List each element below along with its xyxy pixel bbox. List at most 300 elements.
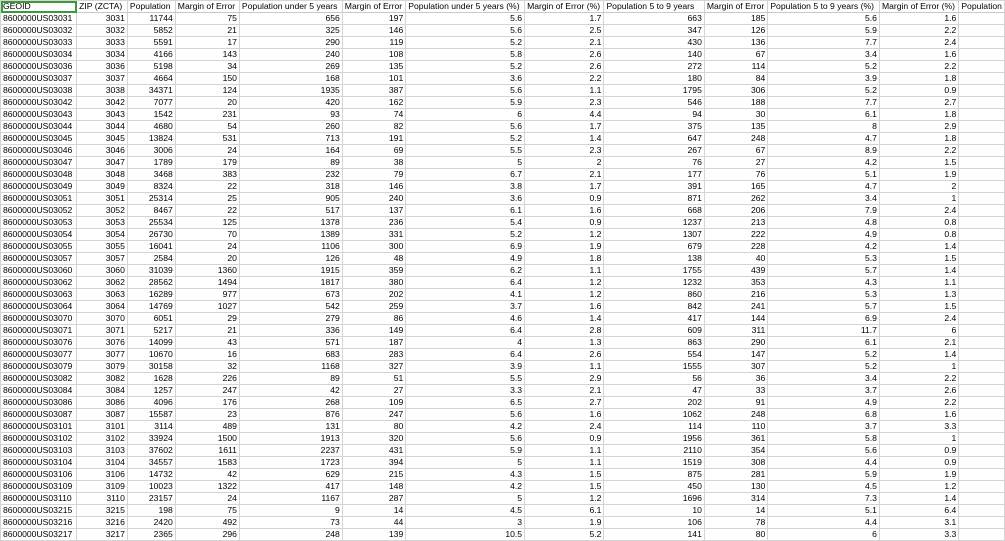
table-cell[interactable]: 5.2 <box>406 229 525 241</box>
table-cell[interactable]: 5.9 <box>768 469 880 481</box>
table-cell[interactable]: 320 <box>342 433 405 445</box>
table-cell[interactable]: 8600000US03043 <box>1 109 77 121</box>
table-cell[interactable]: 5217 <box>127 325 175 337</box>
table-cell[interactable]: 241 <box>704 301 767 313</box>
table-cell[interactable]: 248 <box>704 133 767 145</box>
table-cell[interactable]: 8600000US03032 <box>1 25 77 37</box>
table-cell-empty[interactable] <box>959 445 1005 457</box>
table-cell[interactable]: 14732 <box>127 469 175 481</box>
table-cell[interactable]: 3064 <box>77 301 128 313</box>
table-cell[interactable]: 3084 <box>77 385 128 397</box>
table-cell[interactable]: 6 <box>879 325 958 337</box>
table-cell[interactable]: 162 <box>342 97 405 109</box>
table-cell[interactable]: 383 <box>175 169 239 181</box>
table-cell[interactable]: 5.3 <box>768 289 880 301</box>
table-cell[interactable]: 10 <box>604 505 704 517</box>
table-cell[interactable]: 10.5 <box>406 529 525 541</box>
table-cell[interactable]: 76 <box>704 169 767 181</box>
table-cell[interactable]: 51 <box>342 373 405 385</box>
table-cell[interactable]: 198 <box>127 505 175 517</box>
table-cell[interactable]: 3.1 <box>879 517 958 529</box>
table-cell[interactable]: 5.5 <box>406 373 525 385</box>
table-cell[interactable]: 492 <box>175 517 239 529</box>
table-cell[interactable]: 1.2 <box>525 289 604 301</box>
table-cell[interactable]: 439 <box>704 265 767 277</box>
table-cell[interactable]: 3062 <box>77 277 128 289</box>
table-cell[interactable]: 5.7 <box>768 265 880 277</box>
table-cell[interactable]: 1167 <box>239 493 342 505</box>
table-cell[interactable]: 327 <box>342 361 405 373</box>
table-cell-empty[interactable] <box>959 37 1005 49</box>
table-cell[interactable]: 84 <box>704 73 767 85</box>
table-cell[interactable]: 260 <box>239 121 342 133</box>
table-cell[interactable]: 3216 <box>77 517 128 529</box>
table-cell[interactable]: 1.1 <box>879 277 958 289</box>
table-cell[interactable]: 8600000US03052 <box>1 205 77 217</box>
table-cell[interactable]: 240 <box>342 193 405 205</box>
table-cell[interactable]: 1795 <box>604 85 704 97</box>
table-cell[interactable]: 34557 <box>127 457 175 469</box>
table-cell[interactable]: 149 <box>342 325 405 337</box>
table-cell[interactable]: 3.3 <box>879 529 958 541</box>
table-cell[interactable]: 20 <box>175 97 239 109</box>
table-cell[interactable]: 417 <box>604 313 704 325</box>
table-cell[interactable]: 8600000US03087 <box>1 409 77 421</box>
table-cell[interactable]: 1106 <box>239 241 342 253</box>
table-cell[interactable]: 1.5 <box>879 301 958 313</box>
table-cell[interactable]: 31039 <box>127 265 175 277</box>
table-cell[interactable]: 668 <box>604 205 704 217</box>
table-cell[interactable]: 420 <box>239 97 342 109</box>
table-cell[interactable]: 8600000US03101 <box>1 421 77 433</box>
table-cell[interactable]: 5.2 <box>768 361 880 373</box>
table-cell[interactable]: 3033 <box>77 37 128 49</box>
table-cell[interactable]: 2.7 <box>525 397 604 409</box>
table-cell[interactable]: 42 <box>175 469 239 481</box>
table-cell[interactable]: 554 <box>604 349 704 361</box>
table-cell[interactable]: 16 <box>175 349 239 361</box>
table-cell[interactable]: 8600000US03064 <box>1 301 77 313</box>
table-cell[interactable]: 272 <box>604 61 704 73</box>
table-cell[interactable]: 1555 <box>604 361 704 373</box>
table-cell[interactable]: 56 <box>604 373 704 385</box>
table-cell[interactable]: 307 <box>704 361 767 373</box>
table-cell[interactable]: 871 <box>604 193 704 205</box>
table-cell[interactable]: 177 <box>604 169 704 181</box>
table-cell[interactable]: 28562 <box>127 277 175 289</box>
table-cell[interactable]: 70 <box>175 229 239 241</box>
table-cell[interactable]: 4.3 <box>406 469 525 481</box>
table-cell[interactable]: 1.3 <box>525 337 604 349</box>
table-cell[interactable]: 713 <box>239 133 342 145</box>
table-cell[interactable]: 1956 <box>604 433 704 445</box>
table-cell[interactable]: 6.1 <box>406 205 525 217</box>
table-cell[interactable]: 2.7 <box>879 97 958 109</box>
table-cell[interactable]: 3036 <box>77 61 128 73</box>
table-cell[interactable]: 26730 <box>127 229 175 241</box>
header-cell-margin-of-error-under-5[interactable]: Margin of Error <box>342 1 405 13</box>
table-cell[interactable]: 185 <box>704 13 767 25</box>
table-cell[interactable]: 3038 <box>77 85 128 97</box>
table-cell-empty[interactable] <box>959 505 1005 517</box>
table-cell[interactable]: 16289 <box>127 289 175 301</box>
table-cell[interactable]: 2.6 <box>525 61 604 73</box>
table-cell[interactable]: 354 <box>704 445 767 457</box>
table-cell[interactable]: 180 <box>604 73 704 85</box>
table-cell[interactable]: 4166 <box>127 49 175 61</box>
table-cell[interactable]: 1.6 <box>525 409 604 421</box>
table-cell-empty[interactable] <box>959 397 1005 409</box>
table-cell[interactable]: 3 <box>406 517 525 529</box>
table-cell[interactable]: 24 <box>175 493 239 505</box>
table-cell[interactable]: 5.1 <box>768 169 880 181</box>
table-cell-empty[interactable] <box>959 133 1005 145</box>
table-cell[interactable]: 34371 <box>127 85 175 97</box>
table-cell[interactable]: 108 <box>342 49 405 61</box>
table-cell[interactable]: 3.3 <box>406 385 525 397</box>
table-cell[interactable]: 8600000US03055 <box>1 241 77 253</box>
table-cell[interactable]: 1 <box>879 433 958 445</box>
table-cell[interactable]: 314 <box>704 493 767 505</box>
table-cell[interactable]: 33 <box>704 385 767 397</box>
table-cell[interactable]: 2420 <box>127 517 175 529</box>
table-cell[interactable]: 0.9 <box>525 193 604 205</box>
table-cell[interactable]: 290 <box>239 37 342 49</box>
table-cell[interactable]: 1.4 <box>879 493 958 505</box>
table-cell[interactable]: 4.9 <box>406 253 525 265</box>
table-cell[interactable]: 683 <box>239 349 342 361</box>
table-cell[interactable]: 1.6 <box>879 13 958 25</box>
table-cell-empty[interactable] <box>959 301 1005 313</box>
table-cell[interactable]: 8600000US03053 <box>1 217 77 229</box>
table-cell[interactable]: 1.9 <box>879 169 958 181</box>
table-cell[interactable]: 8600000US03106 <box>1 469 77 481</box>
table-cell[interactable]: 1360 <box>175 265 239 277</box>
table-cell[interactable]: 5.9 <box>406 97 525 109</box>
table-cell[interactable]: 359 <box>342 265 405 277</box>
table-cell-empty[interactable] <box>959 313 1005 325</box>
table-cell[interactable]: 1.1 <box>525 85 604 97</box>
table-cell[interactable]: 206 <box>704 205 767 217</box>
table-cell[interactable]: 5.6 <box>406 85 525 97</box>
table-cell[interactable]: 3055 <box>77 241 128 253</box>
table-cell[interactable]: 287 <box>342 493 405 505</box>
table-cell[interactable]: 179 <box>175 157 239 169</box>
table-cell-empty[interactable] <box>959 241 1005 253</box>
table-cell[interactable]: 609 <box>604 325 704 337</box>
table-cell[interactable]: 228 <box>704 241 767 253</box>
table-cell[interactable]: 353 <box>704 277 767 289</box>
table-cell[interactable]: 32 <box>175 361 239 373</box>
table-cell[interactable]: 380 <box>342 277 405 289</box>
table-cell[interactable]: 3034 <box>77 49 128 61</box>
table-cell[interactable]: 1.2 <box>525 277 604 289</box>
table-cell[interactable]: 47 <box>604 385 704 397</box>
table-cell[interactable]: 176 <box>175 397 239 409</box>
table-cell[interactable]: 0.9 <box>879 85 958 97</box>
table-cell[interactable]: 7.7 <box>768 97 880 109</box>
table-cell[interactable]: 318 <box>239 181 342 193</box>
table-cell[interactable]: 82 <box>342 121 405 133</box>
table-cell[interactable]: 2.8 <box>525 325 604 337</box>
table-cell[interactable]: 2.2 <box>879 61 958 73</box>
table-cell[interactable]: 8600000US03079 <box>1 361 77 373</box>
table-cell[interactable]: 875 <box>604 469 704 481</box>
table-cell[interactable]: 3215 <box>77 505 128 517</box>
header-cell-population-5-to-9[interactable]: Population 5 to 9 years <box>604 1 704 13</box>
table-cell[interactable]: 8600000US03038 <box>1 85 77 97</box>
table-cell[interactable]: 8600000US03103 <box>1 445 77 457</box>
table-cell[interactable]: 114 <box>704 61 767 73</box>
table-cell[interactable]: 67 <box>704 49 767 61</box>
table-cell[interactable]: 6.4 <box>406 277 525 289</box>
table-cell[interactable]: 8600000US03047 <box>1 157 77 169</box>
table-cell[interactable]: 8600000US03084 <box>1 385 77 397</box>
header-cell-population-5-to-9-pct[interactable]: Population 5 to 9 years (%) <box>768 1 880 13</box>
table-cell[interactable]: 1.4 <box>525 313 604 325</box>
table-cell[interactable]: 110 <box>704 421 767 433</box>
table-cell[interactable]: 1628 <box>127 373 175 385</box>
table-cell[interactable]: 1.6 <box>879 49 958 61</box>
header-cell-margin-of-error-under-5-pct[interactable]: Margin of Error (%) <box>525 1 604 13</box>
table-cell[interactable]: 8600000US03215 <box>1 505 77 517</box>
table-cell[interactable]: 67 <box>704 145 767 157</box>
table-cell[interactable]: 656 <box>239 13 342 25</box>
table-cell[interactable]: 1.8 <box>879 73 958 85</box>
table-cell[interactable]: 1.1 <box>525 457 604 469</box>
table-cell[interactable]: 226 <box>175 373 239 385</box>
table-cell[interactable]: 79 <box>342 169 405 181</box>
table-cell[interactable]: 279 <box>239 313 342 325</box>
table-cell[interactable]: 4.3 <box>768 277 880 289</box>
table-cell[interactable]: 33924 <box>127 433 175 445</box>
table-cell[interactable]: 4.2 <box>768 157 880 169</box>
table-cell[interactable]: 8.9 <box>768 145 880 157</box>
table-cell[interactable]: 391 <box>604 181 704 193</box>
table-cell[interactable]: 1.9 <box>525 241 604 253</box>
table-cell[interactable]: 531 <box>175 133 239 145</box>
table-cell[interactable]: 5.1 <box>768 505 880 517</box>
table-cell[interactable]: 5.6 <box>406 121 525 133</box>
table-cell[interactable]: 3048 <box>77 169 128 181</box>
table-cell[interactable]: 1232 <box>604 277 704 289</box>
table-cell[interactable]: 1.9 <box>879 469 958 481</box>
header-cell-margin-of-error-5-to-9[interactable]: Margin of Error <box>704 1 767 13</box>
table-cell[interactable]: 4.4 <box>525 109 604 121</box>
header-cell-population[interactable]: Population <box>127 1 175 13</box>
table-cell[interactable]: 2.4 <box>879 37 958 49</box>
table-cell[interactable]: 143 <box>175 49 239 61</box>
table-cell[interactable]: 679 <box>604 241 704 253</box>
table-cell[interactable]: 2.2 <box>525 73 604 85</box>
table-cell[interactable]: 3.9 <box>406 361 525 373</box>
table-cell[interactable]: 131 <box>239 421 342 433</box>
table-cell[interactable]: 663 <box>604 13 704 25</box>
table-cell[interactable]: 20 <box>175 253 239 265</box>
table-cell[interactable]: 262 <box>704 193 767 205</box>
table-cell[interactable]: 231 <box>175 109 239 121</box>
table-cell[interactable]: 2.1 <box>525 169 604 181</box>
table-cell[interactable]: 25 <box>175 193 239 205</box>
table-cell[interactable]: 1817 <box>239 277 342 289</box>
table-cell[interactable]: 3110 <box>77 493 128 505</box>
table-cell[interactable]: 21 <box>175 325 239 337</box>
table-cell-empty[interactable] <box>959 481 1005 493</box>
table-cell[interactable]: 1322 <box>175 481 239 493</box>
table-cell-empty[interactable] <box>959 517 1005 529</box>
table-cell-empty[interactable] <box>959 229 1005 241</box>
table-cell[interactable]: 6.9 <box>406 241 525 253</box>
table-cell[interactable]: 6 <box>406 109 525 121</box>
table-cell[interactable]: 139 <box>342 529 405 541</box>
table-cell[interactable]: 1.8 <box>525 253 604 265</box>
table-cell[interactable]: 216 <box>704 289 767 301</box>
table-cell[interactable]: 673 <box>239 289 342 301</box>
table-cell-empty[interactable] <box>959 85 1005 97</box>
table-cell-empty[interactable] <box>959 25 1005 37</box>
header-cell-margin-of-error-5-to-9-pct[interactable]: Margin of Error (%) <box>879 1 958 13</box>
table-cell[interactable]: 25314 <box>127 193 175 205</box>
table-cell[interactable]: 1168 <box>239 361 342 373</box>
table-cell[interactable]: 2.6 <box>879 385 958 397</box>
table-cell[interactable]: 15587 <box>127 409 175 421</box>
table-cell[interactable]: 4.9 <box>768 397 880 409</box>
table-cell[interactable]: 8600000US03049 <box>1 181 77 193</box>
table-cell[interactable]: 3.6 <box>406 193 525 205</box>
table-cell[interactable]: 629 <box>239 469 342 481</box>
table-cell[interactable]: 0.9 <box>879 445 958 457</box>
table-cell[interactable]: 8600000US03082 <box>1 373 77 385</box>
table-cell[interactable]: 5.2 <box>768 349 880 361</box>
table-cell[interactable]: 126 <box>704 25 767 37</box>
table-cell[interactable]: 80 <box>342 421 405 433</box>
table-cell[interactable]: 6.2 <box>406 265 525 277</box>
table-cell[interactable]: 1.6 <box>525 205 604 217</box>
table-cell-empty[interactable] <box>959 493 1005 505</box>
table-cell[interactable]: 5.8 <box>768 433 880 445</box>
table-cell[interactable]: 6 <box>768 529 880 541</box>
table-cell[interactable]: 283 <box>342 349 405 361</box>
table-cell[interactable]: 8600000US03104 <box>1 457 77 469</box>
table-cell[interactable]: 191 <box>342 133 405 145</box>
table-cell[interactable]: 3047 <box>77 157 128 169</box>
table-cell[interactable]: 5.9 <box>406 445 525 457</box>
table-cell[interactable]: 1.4 <box>525 133 604 145</box>
header-cell-population-under-5[interactable]: Population under 5 years <box>239 1 342 13</box>
header-cell-margin-of-error[interactable]: Margin of Error <box>175 1 239 13</box>
table-cell[interactable]: 6.1 <box>525 505 604 517</box>
table-cell[interactable]: 74 <box>342 109 405 121</box>
header-cell-population-under-5-pct[interactable]: Population under 5 years (%) <box>406 1 525 13</box>
table-cell[interactable]: 2.9 <box>879 121 958 133</box>
table-cell[interactable]: 1500 <box>175 433 239 445</box>
table-cell[interactable]: 93 <box>239 109 342 121</box>
table-cell[interactable]: 417 <box>239 481 342 493</box>
table-cell[interactable]: 144 <box>704 313 767 325</box>
table-cell[interactable]: 268 <box>239 397 342 409</box>
table-cell[interactable]: 8600000US03051 <box>1 193 77 205</box>
table-cell[interactable]: 2.3 <box>525 97 604 109</box>
table-cell[interactable]: 2.6 <box>525 349 604 361</box>
table-cell[interactable]: 150 <box>175 73 239 85</box>
table-cell[interactable]: 4.1 <box>406 289 525 301</box>
table-cell[interactable]: 3079 <box>77 361 128 373</box>
table-cell[interactable]: 8600000US03060 <box>1 265 77 277</box>
table-cell[interactable]: 3053 <box>77 217 128 229</box>
table-cell[interactable]: 331 <box>342 229 405 241</box>
table-cell[interactable]: 3.4 <box>768 373 880 385</box>
table-cell[interactable]: 188 <box>704 97 767 109</box>
table-cell-empty[interactable] <box>959 325 1005 337</box>
table-cell[interactable]: 4.7 <box>768 181 880 193</box>
table-cell[interactable]: 1378 <box>239 217 342 229</box>
table-cell[interactable]: 27 <box>342 385 405 397</box>
table-cell-empty[interactable] <box>959 469 1005 481</box>
table-cell[interactable]: 5.2 <box>406 61 525 73</box>
table-cell[interactable]: 8324 <box>127 181 175 193</box>
table-cell-empty[interactable] <box>959 265 1005 277</box>
table-cell[interactable]: 3109 <box>77 481 128 493</box>
table-cell[interactable]: 197 <box>342 13 405 25</box>
table-cell[interactable]: 1.5 <box>879 157 958 169</box>
table-cell[interactable]: 147 <box>704 349 767 361</box>
table-cell[interactable]: 3104 <box>77 457 128 469</box>
table-cell[interactable]: 361 <box>704 433 767 445</box>
table-cell[interactable]: 311 <box>704 325 767 337</box>
table-cell[interactable]: 876 <box>239 409 342 421</box>
table-cell[interactable]: 4664 <box>127 73 175 85</box>
table-cell[interactable]: 232 <box>239 169 342 181</box>
table-cell[interactable]: 202 <box>604 397 704 409</box>
table-cell[interactable]: 119 <box>342 37 405 49</box>
table-cell[interactable]: 138 <box>604 253 704 265</box>
table-cell[interactable]: 8600000US03037 <box>1 73 77 85</box>
table-cell[interactable]: 8600000US03102 <box>1 433 77 445</box>
table-cell-empty[interactable] <box>959 385 1005 397</box>
table-cell[interactable]: 2365 <box>127 529 175 541</box>
table-cell[interactable]: 347 <box>604 25 704 37</box>
table-cell[interactable]: 38 <box>342 157 405 169</box>
table-cell[interactable]: 2584 <box>127 253 175 265</box>
table-cell[interactable]: 73 <box>239 517 342 529</box>
table-cell[interactable]: 1.1 <box>525 361 604 373</box>
table-cell[interactable]: 3086 <box>77 397 128 409</box>
table-cell[interactable]: 148 <box>342 481 405 493</box>
table-cell[interactable]: 10023 <box>127 481 175 493</box>
table-cell[interactable]: 248 <box>704 409 767 421</box>
table-cell[interactable]: 1.2 <box>879 481 958 493</box>
table-cell[interactable]: 37602 <box>127 445 175 457</box>
table-cell[interactable]: 30 <box>704 109 767 121</box>
table-cell[interactable]: 3.8 <box>406 181 525 193</box>
table-cell[interactable]: 8600000US03063 <box>1 289 77 301</box>
table-cell[interactable]: 215 <box>342 469 405 481</box>
table-cell-empty[interactable] <box>959 49 1005 61</box>
table-cell-empty[interactable] <box>959 253 1005 265</box>
table-cell[interactable]: 23 <box>175 409 239 421</box>
header-cell-population-next[interactable]: Population <box>959 1 1005 13</box>
table-cell[interactable]: 34 <box>175 61 239 73</box>
table-cell[interactable]: 136 <box>704 37 767 49</box>
table-cell[interactable]: 2.1 <box>879 337 958 349</box>
table-cell[interactable]: 1389 <box>239 229 342 241</box>
table-cell[interactable]: 8600000US03110 <box>1 493 77 505</box>
table-cell[interactable]: 213 <box>704 217 767 229</box>
table-cell[interactable]: 24 <box>175 241 239 253</box>
table-cell[interactable]: 125 <box>175 217 239 229</box>
table-cell[interactable]: 1723 <box>239 457 342 469</box>
table-cell[interactable]: 571 <box>239 337 342 349</box>
